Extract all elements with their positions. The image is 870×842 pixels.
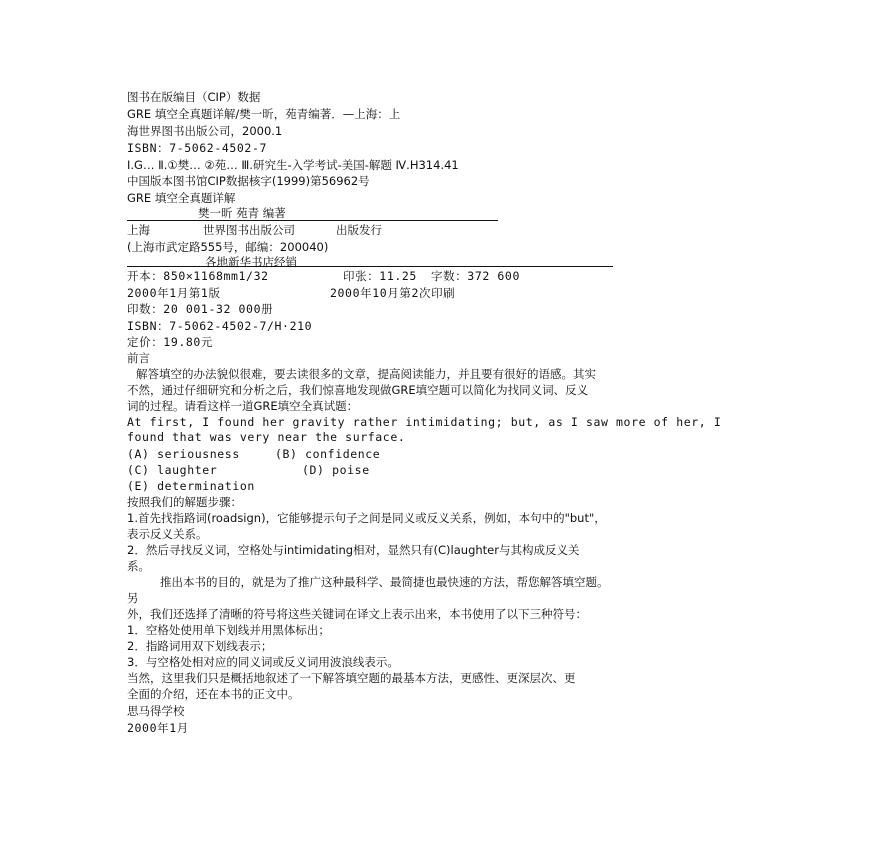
preface-para-3-line-1: 当然，这里我们只是概括地叙述了一下解答填空题的最基本方法，更感性、更深层次、更 <box>127 671 576 685</box>
preface-para-2-line-1: 推出本书的目的，就是为了推广这种最科学、最简捷也最快速的方法，帮您解答填空题。 <box>160 575 609 589</box>
cip-classification: Ⅰ.G… Ⅱ.①樊… ②苑… Ⅲ.研究生-入学考试-美国-解题 Ⅳ.H314.41 <box>127 158 459 172</box>
option-e: (E) determination <box>127 479 255 493</box>
preface-para-1-line-2: 不然，通过仔细研究和分析之后，我们惊喜地发现做GRE填空题可以简化为找同义词、反义 <box>127 383 589 397</box>
publish-action: 出版发行 <box>336 223 382 237</box>
cip-line-2: 海世界图书出版公司，2000.1 <box>127 124 283 138</box>
book-edition: 2000年1月第1版 <box>127 286 221 300</box>
symbol-3: 3．与空格处相对应的同义词或反义词用波浪线表示。 <box>127 655 399 669</box>
step-2-line-1: 2．然后寻找反义词，空格处与intimidating相对，显然只有(C)laughter与其构成反义关 <box>127 543 580 557</box>
step-1-line-1: 1.首先找指路词(roadsign)，它能够提示句子之间是同义或反义关系，例如，本句中的"but"， <box>127 511 606 525</box>
distributor: 各地新华书店经销 <box>205 255 297 269</box>
step-2-line-2: 系。 <box>127 559 150 573</box>
book-printing: 2000年10月第2次印刷 <box>330 286 456 300</box>
option-c: (C) laughter <box>127 463 218 477</box>
cip-heading: 图书在版编目（CIP）数据 <box>127 90 261 104</box>
publisher-address: (上海市武定路555号，邮编：200040) <box>127 240 329 254</box>
book-sheets: 印张：11.25 <box>343 269 417 283</box>
steps-title: 按照我们的解题步骤： <box>127 495 242 509</box>
publisher-name: 世界图书出版公司 <box>203 223 295 237</box>
book-authors: 樊一昕 苑青 编著 <box>198 206 286 220</box>
step-1-line-2: 表示反义关系。 <box>127 527 208 541</box>
book-title: GRE 填空全真题详解 <box>127 191 236 205</box>
isbn-full: ISBN：7-5062-4502-7/H·210 <box>127 319 313 333</box>
preface-date: 2000年1月 <box>127 721 189 735</box>
book-words: 字数：372 600 <box>431 269 520 283</box>
question-line-2: found that was very near the surface. <box>127 430 406 444</box>
cip-line-1: GRE 填空全真题详解/樊一昕，苑青编著．—上海：上 <box>127 107 401 121</box>
preface-para-1-line-3: 词的过程。请看这样一道GRE填空全真试题： <box>127 399 359 413</box>
preface-title: 前言 <box>127 351 150 365</box>
publisher-city: 上海 <box>127 223 150 237</box>
book-price: 定价：19.80元 <box>127 335 214 349</box>
option-a: (A) seriousness <box>127 447 240 461</box>
cip-data-number: 中国版本图书馆CIP数据核字(1999)第56962号 <box>127 174 370 188</box>
book-format: 开本：850×1168mm1/32 <box>127 269 269 283</box>
preface-para-3-line-2: 全面的介绍，还在本书的正文中。 <box>127 687 300 701</box>
print-run: 印数：20 001-32 000册 <box>127 302 274 316</box>
preface-para-2-line-2: 另 <box>127 591 139 605</box>
divider-line-1 <box>127 220 498 221</box>
preface-para-2-line-3: 外，我们还选择了清晰的符号将这些关键词在译文上表示出来，本书使用了以下三种符号： <box>127 607 587 621</box>
preface-para-1-line-1: 解答填空的办法貌似很难，要去读很多的文章，提高阅读能力，并且要有很好的语感。其实 <box>136 367 596 381</box>
cip-isbn: ISBN：7-5062-4502-7 <box>127 141 268 155</box>
divider-line-2 <box>127 266 613 267</box>
symbol-1: 1．空格处使用单下划线并用黑体标出； <box>127 623 330 637</box>
option-d: (D) poise <box>302 463 370 477</box>
option-b: (B) confidence <box>275 447 381 461</box>
question-line-1: At first, I found her gravity rather intimidating; but, as I saw more of her, I <box>127 415 722 429</box>
symbol-2: 2．指路词用双下划线表示； <box>127 639 273 653</box>
preface-signature: 思马得学校 <box>127 704 185 718</box>
